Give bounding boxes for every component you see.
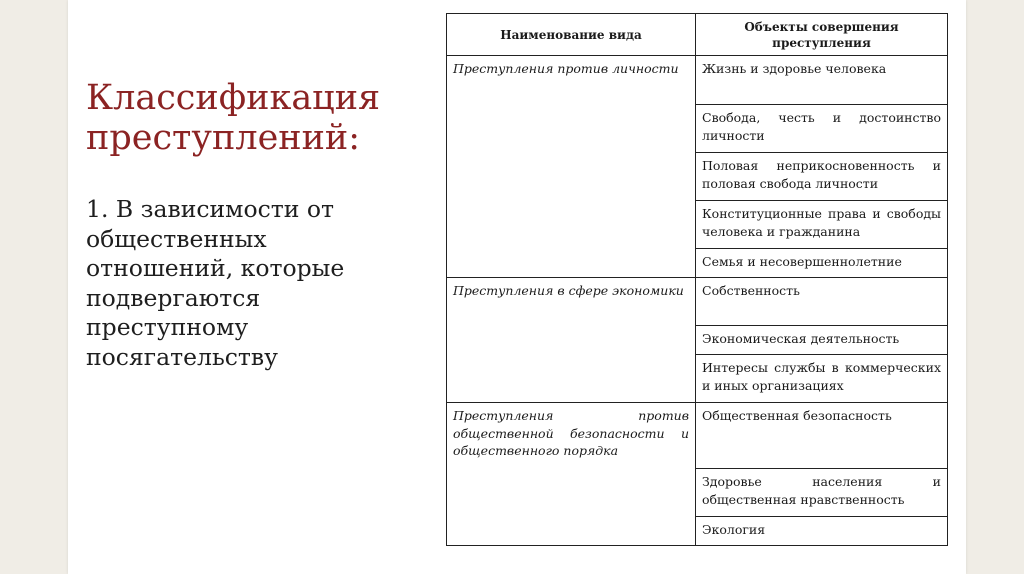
header-objects: Объекты совершения преступления	[696, 14, 948, 56]
table-header-row	[447, 14, 948, 56]
object-cell: Общественная безопасность	[696, 403, 948, 469]
category-cell: Преступления против личности	[447, 56, 696, 278]
classification-table	[446, 13, 948, 546]
object-cell: Экономическая деятельность	[696, 326, 948, 355]
right-margin	[966, 0, 1024, 574]
left-margin	[0, 0, 68, 574]
object-cell: Семья и несовершеннолетние	[696, 249, 948, 278]
object-cell: Половая неприкосновенность и половая свобода личности	[696, 153, 948, 201]
category-cell: Преступления в сфере экономики	[447, 278, 696, 403]
slide-title: Классификация преступлений:	[86, 78, 381, 158]
object-cell: Конституционные права и свободы человека и гражданина	[696, 201, 948, 249]
slide	[68, 0, 966, 574]
object-cell: Жизнь и здоровье человека	[696, 56, 948, 105]
table-row	[447, 56, 948, 105]
object-cell: Интересы службы в коммерческих и иных организациях	[696, 355, 948, 403]
object-cell: Собственность	[696, 278, 948, 326]
header-type-name: Наименование вида	[447, 14, 696, 56]
table-row	[447, 278, 948, 326]
object-cell: Здоровье населения и общественная нравственность	[696, 469, 948, 517]
object-cell: Свобода, честь и достоинство личности	[696, 105, 948, 153]
table-row	[447, 403, 948, 469]
category-cell: Преступления против общественной безопасности и общественного порядка	[447, 403, 696, 546]
object-cell: Экология	[696, 517, 948, 546]
slide-subtitle: 1. В зависимости от общественных отношений, которые подвергаются преступному посягательству	[86, 195, 345, 371]
